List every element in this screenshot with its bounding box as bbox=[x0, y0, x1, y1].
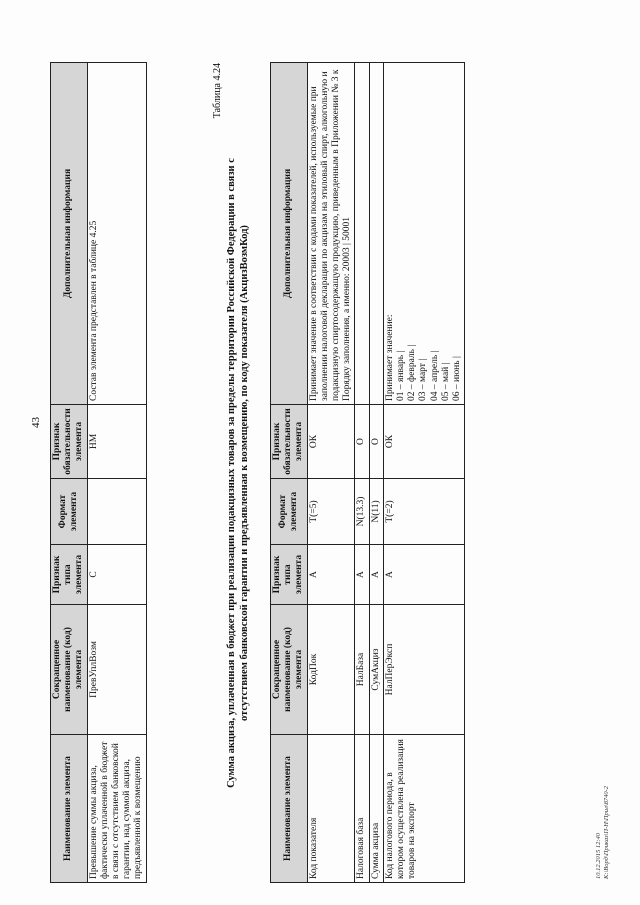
cell-type: А bbox=[307, 545, 355, 605]
table-row bbox=[383, 63, 464, 883]
cell-format: T(=5) bbox=[307, 479, 355, 545]
cell-code: НалПерЭксп bbox=[383, 605, 464, 735]
footer-path: К:\Ворд\Приказ\П-Н\Прил\8740-2 bbox=[603, 785, 611, 879]
header-cell: Признак типа элемента bbox=[271, 545, 308, 605]
cell-info bbox=[369, 63, 383, 405]
header-cell: Наименование элемента bbox=[51, 735, 88, 883]
cell-code: КодПок bbox=[307, 605, 355, 735]
month-item: 03 – март | bbox=[418, 358, 429, 401]
cell-required: ОК bbox=[383, 405, 464, 479]
cell-format: N(11) bbox=[369, 479, 383, 545]
page-number: 43 bbox=[30, 417, 42, 428]
table-elements-continued bbox=[50, 62, 147, 883]
month-item: 01 – январь | bbox=[396, 350, 407, 401]
table-excise-refund bbox=[270, 62, 465, 883]
cell-required: ОК bbox=[307, 405, 355, 479]
header-cell: Признак обязательности элемента bbox=[271, 405, 308, 479]
cell-info: Состав элемента представлен в таблице 4.25 bbox=[87, 63, 146, 405]
table-title: Сумма акциза, уплаченная в бюджет при реализации подакцизных товаров за пределы территории Российской Федерации в связи с отсутствием банковской гарантии и предъявленная к возмещению, по коду показателя (АкцизВозмКод) bbox=[226, 158, 251, 788]
cell-format: T(=2) bbox=[383, 479, 464, 545]
cell-info bbox=[355, 63, 369, 405]
cell-info: Принимает значение в соответствии с кодами показателей, используемые при заполнении налоговой декларации по акцизам на этиловый спирт, алкогольную и подакцизную спиртосодержащую продукцию, приведенным в Приложении № 3 к Порядку заполнения, а именно: 20003 | 50001 bbox=[307, 63, 355, 405]
cell-type: А bbox=[369, 545, 383, 605]
header-cell: Признак типа элемента bbox=[51, 545, 88, 605]
header-cell: Сокращенное наименование (код) элемента bbox=[271, 605, 308, 735]
header-cell: Сокращенное наименование (код) элемента bbox=[51, 605, 88, 735]
cell-type: С bbox=[87, 545, 146, 605]
header-cell: Дополнительная информация bbox=[51, 63, 88, 405]
month-item: 04 – апрель | bbox=[429, 350, 440, 401]
cell-type: А bbox=[355, 545, 369, 605]
month-item: 06 – июнь | bbox=[452, 356, 463, 401]
header-cell: Признак обязательности элемента bbox=[51, 405, 88, 479]
cell-required: О bbox=[369, 405, 383, 479]
table-label: Таблица 4.24 bbox=[212, 63, 223, 119]
table-row bbox=[369, 63, 383, 883]
cell-code: НалБаза bbox=[355, 605, 369, 735]
table-header-row bbox=[51, 63, 88, 883]
rotated-content bbox=[20, 43, 620, 883]
footer-note bbox=[595, 786, 611, 879]
footer-date: 10.12.2015 12:40 bbox=[595, 832, 602, 879]
table-row bbox=[355, 63, 369, 883]
table-row bbox=[87, 63, 146, 883]
cell-format: N(13.3) bbox=[355, 479, 369, 545]
cell-name: Код показателя bbox=[307, 735, 355, 883]
cell-required: НМ bbox=[87, 405, 146, 479]
cell-type: А bbox=[383, 545, 464, 605]
cell-info bbox=[383, 63, 464, 405]
cell-code: СумАкциз bbox=[369, 605, 383, 735]
cell-code: ПревУплВозм bbox=[87, 605, 146, 735]
cell-name: Превышение суммы акциза, фактически уплаченной в бюджет в связи с отсутствием банковской гарантии, над суммой акциза, предъявленной к возмещению bbox=[87, 735, 146, 883]
month-item: 05 – май | bbox=[440, 362, 451, 401]
cell-name: Код налогового периода, в котором осуществлена реализация товаров на экспорт bbox=[383, 735, 464, 883]
header-cell: Формат элемента bbox=[271, 479, 308, 545]
cell-name: Сумма акциза bbox=[369, 735, 383, 883]
header-cell: Формат элемента bbox=[51, 479, 88, 545]
table-header-row bbox=[271, 63, 308, 883]
cell-format bbox=[87, 479, 146, 545]
table-row bbox=[307, 63, 355, 883]
cell-name: Налоговая база bbox=[355, 735, 369, 883]
info-text: Принимает значение: bbox=[384, 314, 395, 401]
header-cell: Дополнительная информация bbox=[271, 63, 308, 405]
month-item: 02 – февраль | bbox=[407, 344, 418, 401]
cell-required: О bbox=[355, 405, 369, 479]
header-cell: Наименование элемента bbox=[271, 735, 308, 883]
